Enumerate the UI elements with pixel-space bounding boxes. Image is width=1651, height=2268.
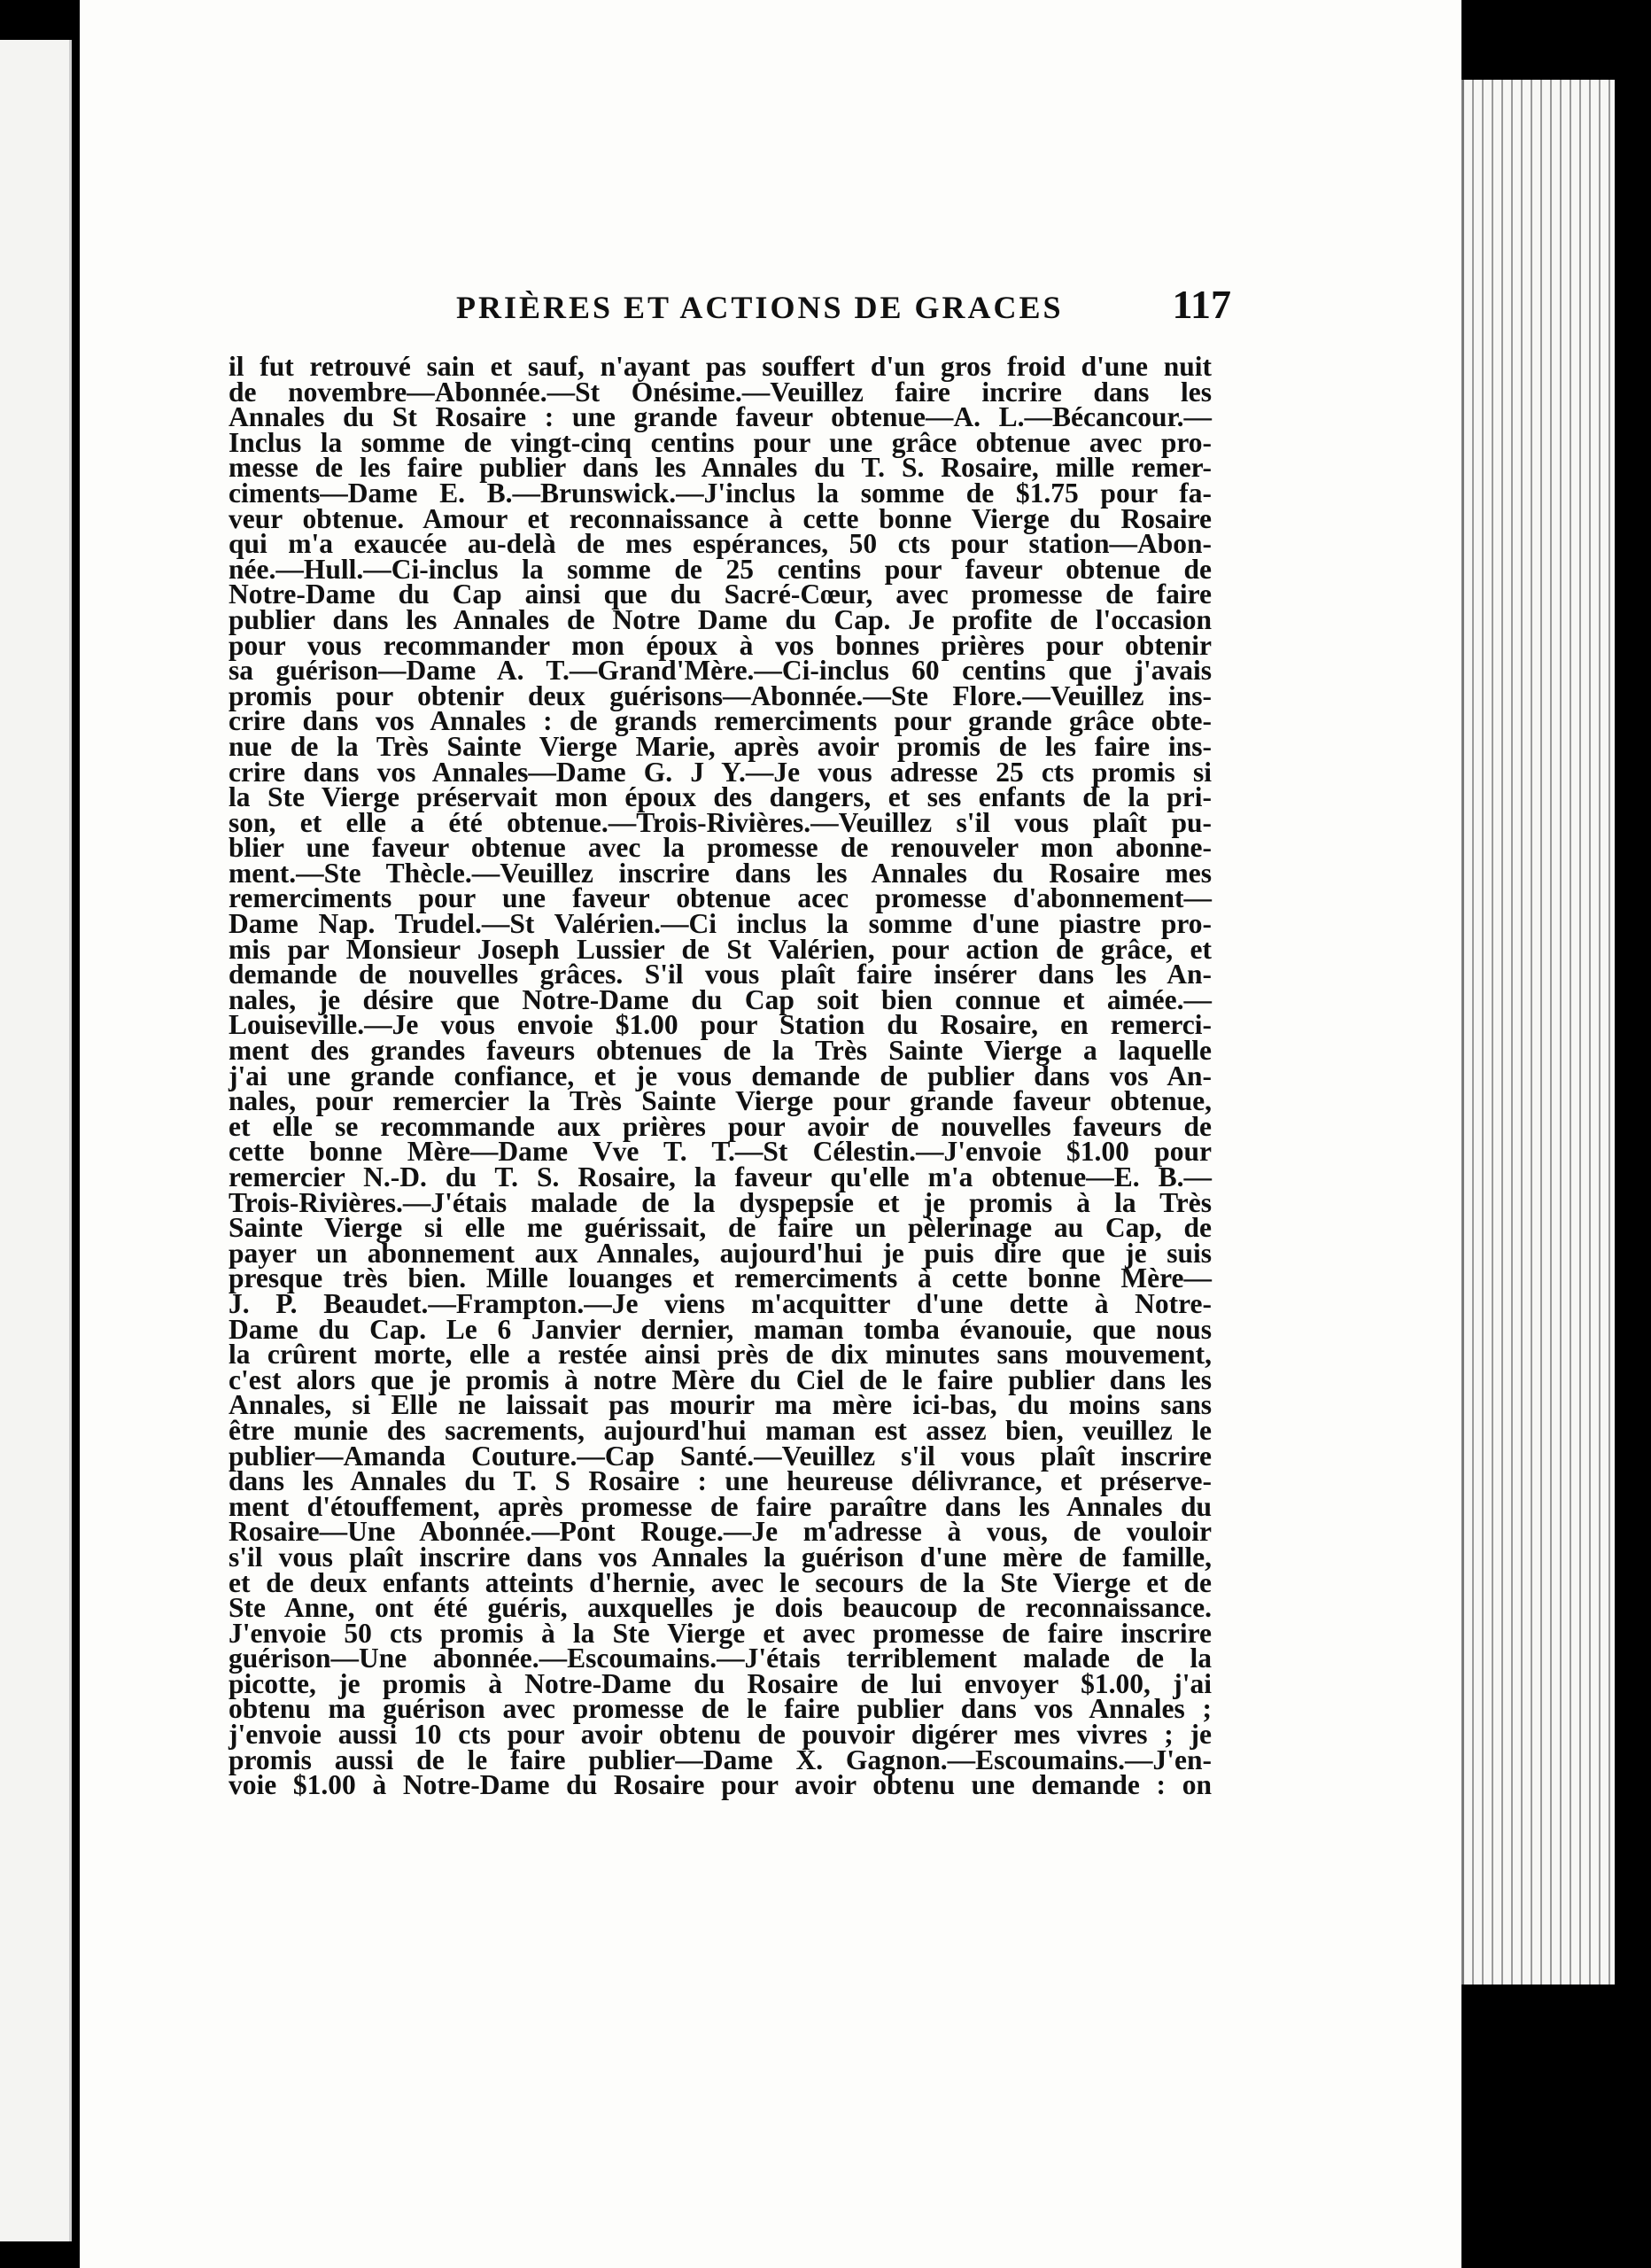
text-line: de novembre—Abonnée.—St Onésime.—Veuillez faire incrire dans les: [229, 376, 1212, 408]
text-line: être munie des sacrements, aujourd'hui maman est assez bien, veuillez le: [229, 1414, 1212, 1446]
text-line: la crûrent morte, elle a restée ainsi près de dix minutes sans mouvement,: [229, 1339, 1212, 1371]
text-line: qui m'a exaucée au-delà de mes espérances, 50 cts pour station—Abon-: [229, 528, 1212, 560]
text-line: remerciments pour une faveur obtenue acec promesse d'abonnement—: [229, 882, 1212, 914]
text-line: Dame du Cap. Le 6 Janvier dernier, maman tomba évanouie, que nous: [229, 1313, 1212, 1345]
text-line: Louiseville.—Je vous envoie $1.00 pour Station du Rosaire, en remerci-: [229, 1009, 1212, 1041]
text-line: cette bonne Mère—Dame Vve T. T.—St Célestin.—J'envoie $1.00 pour: [229, 1136, 1212, 1168]
text-line: demande de nouvelles grâces. S'il vous plaît faire insérer dans les An-: [229, 959, 1212, 990]
text-line: ment.—Ste Thècle.—Veuillez inscrire dans les Annales du Rosaire mes: [229, 857, 1212, 889]
text-line: ciments—Dame E. B.—Brunswick.—J'inclus la somme de $1.75 pour fa-: [229, 477, 1212, 509]
text-line: payer un abonnement aux Annales, aujourd'hui je puis dire que je suis: [229, 1237, 1212, 1269]
text-line: blier une faveur obtenue avec la promesse de renouveler mon abonne-: [229, 832, 1212, 864]
text-line: née.—Hull.—Ci-inclus la somme de 25 centins pour faveur obtenue de: [229, 553, 1212, 585]
text-line: Ste Anne, ont été guéris, auxquelles je dois beaucoup de reconnaissance.: [229, 1592, 1212, 1624]
body-text: [229, 351, 1212, 1801]
text-line: J. P. Beaudet.—Frampton.—Je viens m'acquitter d'une dette à Notre-: [229, 1287, 1212, 1319]
text-line: picotte, je promis à Notre-Dame du Rosaire de lui envoyer $1.00, j'ai: [229, 1667, 1212, 1699]
text-line: pour vous recommander mon époux à vos bonnes prières pour obtenir: [229, 629, 1212, 661]
text-line: j'ai une grande confiance, et je vous demande de publier dans vos An-: [229, 1060, 1212, 1091]
text-line: guérison—Une abonnée.—Escoumains.—J'étais terriblement malade de la: [229, 1643, 1212, 1674]
text-line: J'envoie 50 cts promis à la Ste Vierge et avec promesse de faire inscrire: [229, 1617, 1212, 1649]
text-line: son, et elle a été obtenue.—Trois-Rivières.—Veuillez s'il vous plaît pu-: [229, 806, 1212, 838]
text-line: s'il vous plaît inscrire dans vos Annales la guérison d'une mère de famille,: [229, 1541, 1212, 1573]
text-line: Rosaire—Une Abonnée.—Pont Rouge.—Je m'adresse à vous, de vouloir: [229, 1516, 1212, 1548]
page-header: [456, 276, 1231, 338]
text-line: nales, pour remercier la Très Sainte Vierge pour grande faveur obtenue,: [229, 1085, 1212, 1117]
text-line: ment d'étouffement, après promesse de faire paraître dans les Annales du: [229, 1490, 1212, 1522]
text-line: et elle se recommande aux prières pour avoir de nouvelles faveurs de: [229, 1110, 1212, 1142]
text-line: voie $1.00 à Notre-Dame du Rosaire pour avoir obtenu une demande : on: [229, 1769, 1212, 1801]
text-line: j'envoie aussi 10 cts pour avoir obtenu de pouvoir digérer mes vivres ; je: [229, 1719, 1212, 1751]
text-line: publier—Amanda Couture.—Cap Santé.—Veuillez s'il vous plaît inscrire: [229, 1440, 1212, 1472]
text-line: c'est alors que je promis à notre Mère du Ciel de le faire publier dans les: [229, 1363, 1212, 1395]
running-head: PRIÈRES ET ACTIONS DE GRACES: [456, 290, 1064, 325]
text-line: messe de les faire publier dans les Annales du T. S. Rosaire, mille remer-: [229, 452, 1212, 484]
text-line: Annales du St Rosaire : une grande faveur obtenue—A. L.—Bécancour.—: [229, 401, 1212, 433]
text-line: nue de la Très Sainte Vierge Marie, après avoir promis de les faire ins-: [229, 730, 1212, 762]
text-line: presque très bien. Mille louanges et remerciments à cette bonne Mère—: [229, 1262, 1212, 1294]
text-line: sa guérison—Dame A. T.—Grand'Mère.—Ci-inclus 60 centins que j'avais: [229, 655, 1212, 687]
text-line: Sainte Vierge si elle me guérissait, de faire un pèlerinage au Cap, de: [229, 1212, 1212, 1244]
text-line: Notre-Dame du Cap ainsi que du Sacré-Cœur, avec promesse de faire: [229, 579, 1212, 610]
text-line: veur obtenue. Amour et reconnaissance à cette bonne Vierge du Rosaire: [229, 502, 1212, 534]
text-line: Annales, si Elle ne laissait pas mourir ma mère ici-bas, du moins sans: [229, 1389, 1212, 1421]
text-line: Inclus la somme de vingt-cinq centins pour une grâce obtenue avec pro-: [229, 426, 1212, 458]
text-line: Trois-Rivières.—J'étais malade de la dyspepsie et je promis à la Très: [229, 1186, 1212, 1218]
text-line: nales, je désire que Notre-Dame du Cap soit bien connue et aimée.—: [229, 983, 1212, 1015]
text-line: crire dans vos Annales—Dame G. J Y.—Je vous adresse 25 cts promis si: [229, 756, 1212, 788]
text-line: il fut retrouvé sain et sauf, n'ayant pas souffert d'un gros froid d'une nuit: [229, 351, 1212, 382]
text-line: dans les Annales du T. S Rosaire : une heureuse délivrance, et préserve-: [229, 1465, 1212, 1497]
text-line: promis pour obtenir deux guérisons—Abonnée.—Ste Flore.—Veuillez ins-: [229, 680, 1212, 711]
text-line: publier dans les Annales de Notre Dame du Cap. Je profite de l'occasion: [229, 603, 1212, 635]
page-number: 117: [1172, 282, 1231, 327]
text-line: remercier N.-D. du T. S. Rosaire, la faveur qu'elle m'a obtenue—E. B.—: [229, 1161, 1212, 1192]
text-line: mis par Monsieur Joseph Lussier de St Valérien, pour action de grâce, et: [229, 933, 1212, 965]
text-line: ment des grandes faveurs obtenues de la Très Sainte Vierge a laquelle: [229, 1035, 1212, 1067]
text-line: crire dans vos Annales : de grands remerciments pour grande grâce obte-: [229, 705, 1212, 737]
text-line: Dame Nap. Trudel.—St Valérien.—Ci inclus la somme d'une piastre pro-: [229, 908, 1212, 940]
text-line: la Ste Vierge préservait mon époux des dangers, et ses enfants de la pri-: [229, 781, 1212, 813]
previous-page-edge: [0, 40, 72, 2241]
text-line: promis aussi de le faire publier—Dame X. Gagnon.—Escoumains.—J'en-: [229, 1744, 1212, 1775]
page-stack-edges: [1461, 80, 1615, 1984]
text-line: obtenu ma guérison avec promesse de le faire publier dans vos Annales ;: [229, 1693, 1212, 1725]
text-line: et de deux enfants atteints d'hernie, avec le secours de la Ste Vierge et de: [229, 1566, 1212, 1598]
